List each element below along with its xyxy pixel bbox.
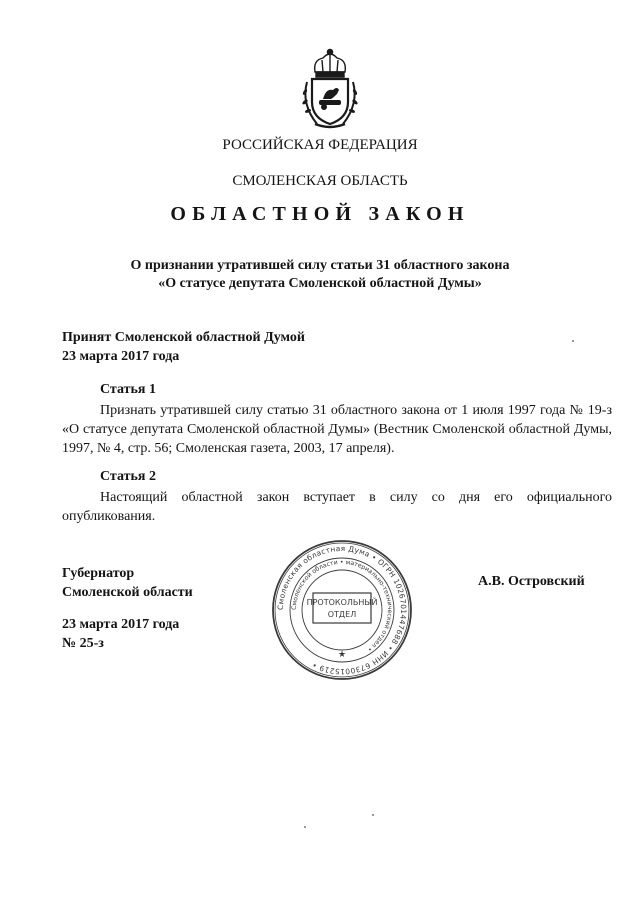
law-number: № 25-з	[62, 636, 104, 651]
law-subject-line-1: О признании утратившей силу статьи 31 областного закона	[130, 258, 510, 273]
signing-block	[62, 615, 179, 653]
seal-box-line-2: ОТДЕЛ	[327, 610, 357, 619]
scan-speck	[372, 814, 374, 816]
seal-inner-text: Смоленской области • материально-технический отдел •	[290, 558, 394, 653]
article-2-text: Настоящий областной закон вступает в силу со дня его официального опубликования.	[62, 490, 612, 524]
document-type-title: ОБЛАСТНОЙ ЗАКОН	[170, 203, 470, 225]
article-1-heading: Статья 1	[100, 382, 156, 397]
region-heading: СМОЛЕНСКАЯ ОБЛАСТЬ	[232, 173, 408, 189]
country-heading: РОССИЙСКАЯ ФЕДЕРАЦИЯ	[222, 137, 418, 153]
signatory-title	[62, 564, 193, 602]
signatory-title-line-2: Смоленской области	[62, 585, 193, 600]
adopted-by: Принят Смоленской областной Думой	[62, 330, 305, 345]
scan-speck	[572, 340, 574, 342]
official-seal	[271, 539, 413, 681]
signing-date: 23 марта 2017 года	[62, 617, 180, 632]
adoption-block	[62, 328, 305, 366]
signatory-title-line-1: Губернатор	[62, 566, 135, 581]
scan-speck	[304, 826, 306, 828]
article-2-heading: Статья 2	[100, 469, 156, 484]
law-subject-line-2: «О статусе депутата Смоленской областной Думы»	[158, 276, 482, 291]
seal-star-icon: ★	[337, 649, 347, 659]
seal-box-line-1: ПРОТОКОЛЬНЫЙ	[306, 598, 378, 607]
crown-icon	[315, 49, 346, 77]
seal-outer-text: Смоленская областная Дума • ОГРН 1026701447688 • ИНН 6730015219 •	[275, 543, 409, 677]
signatory-name: А.В. Островский	[478, 574, 585, 589]
coat-of-arms-icon	[293, 46, 367, 130]
adopted-date: 23 марта 2017 года	[62, 349, 180, 364]
article-1-text: Признать утратившей силу статью 31 областного закона от 1 июля 1997 года № 19-з «О статусе депутата Смоленской областной Думы» (Вестник Смоленской областной Думы, 1997, № 4, стр. 56; Смоленская газета, 2003, 17 апреля).	[62, 403, 612, 456]
